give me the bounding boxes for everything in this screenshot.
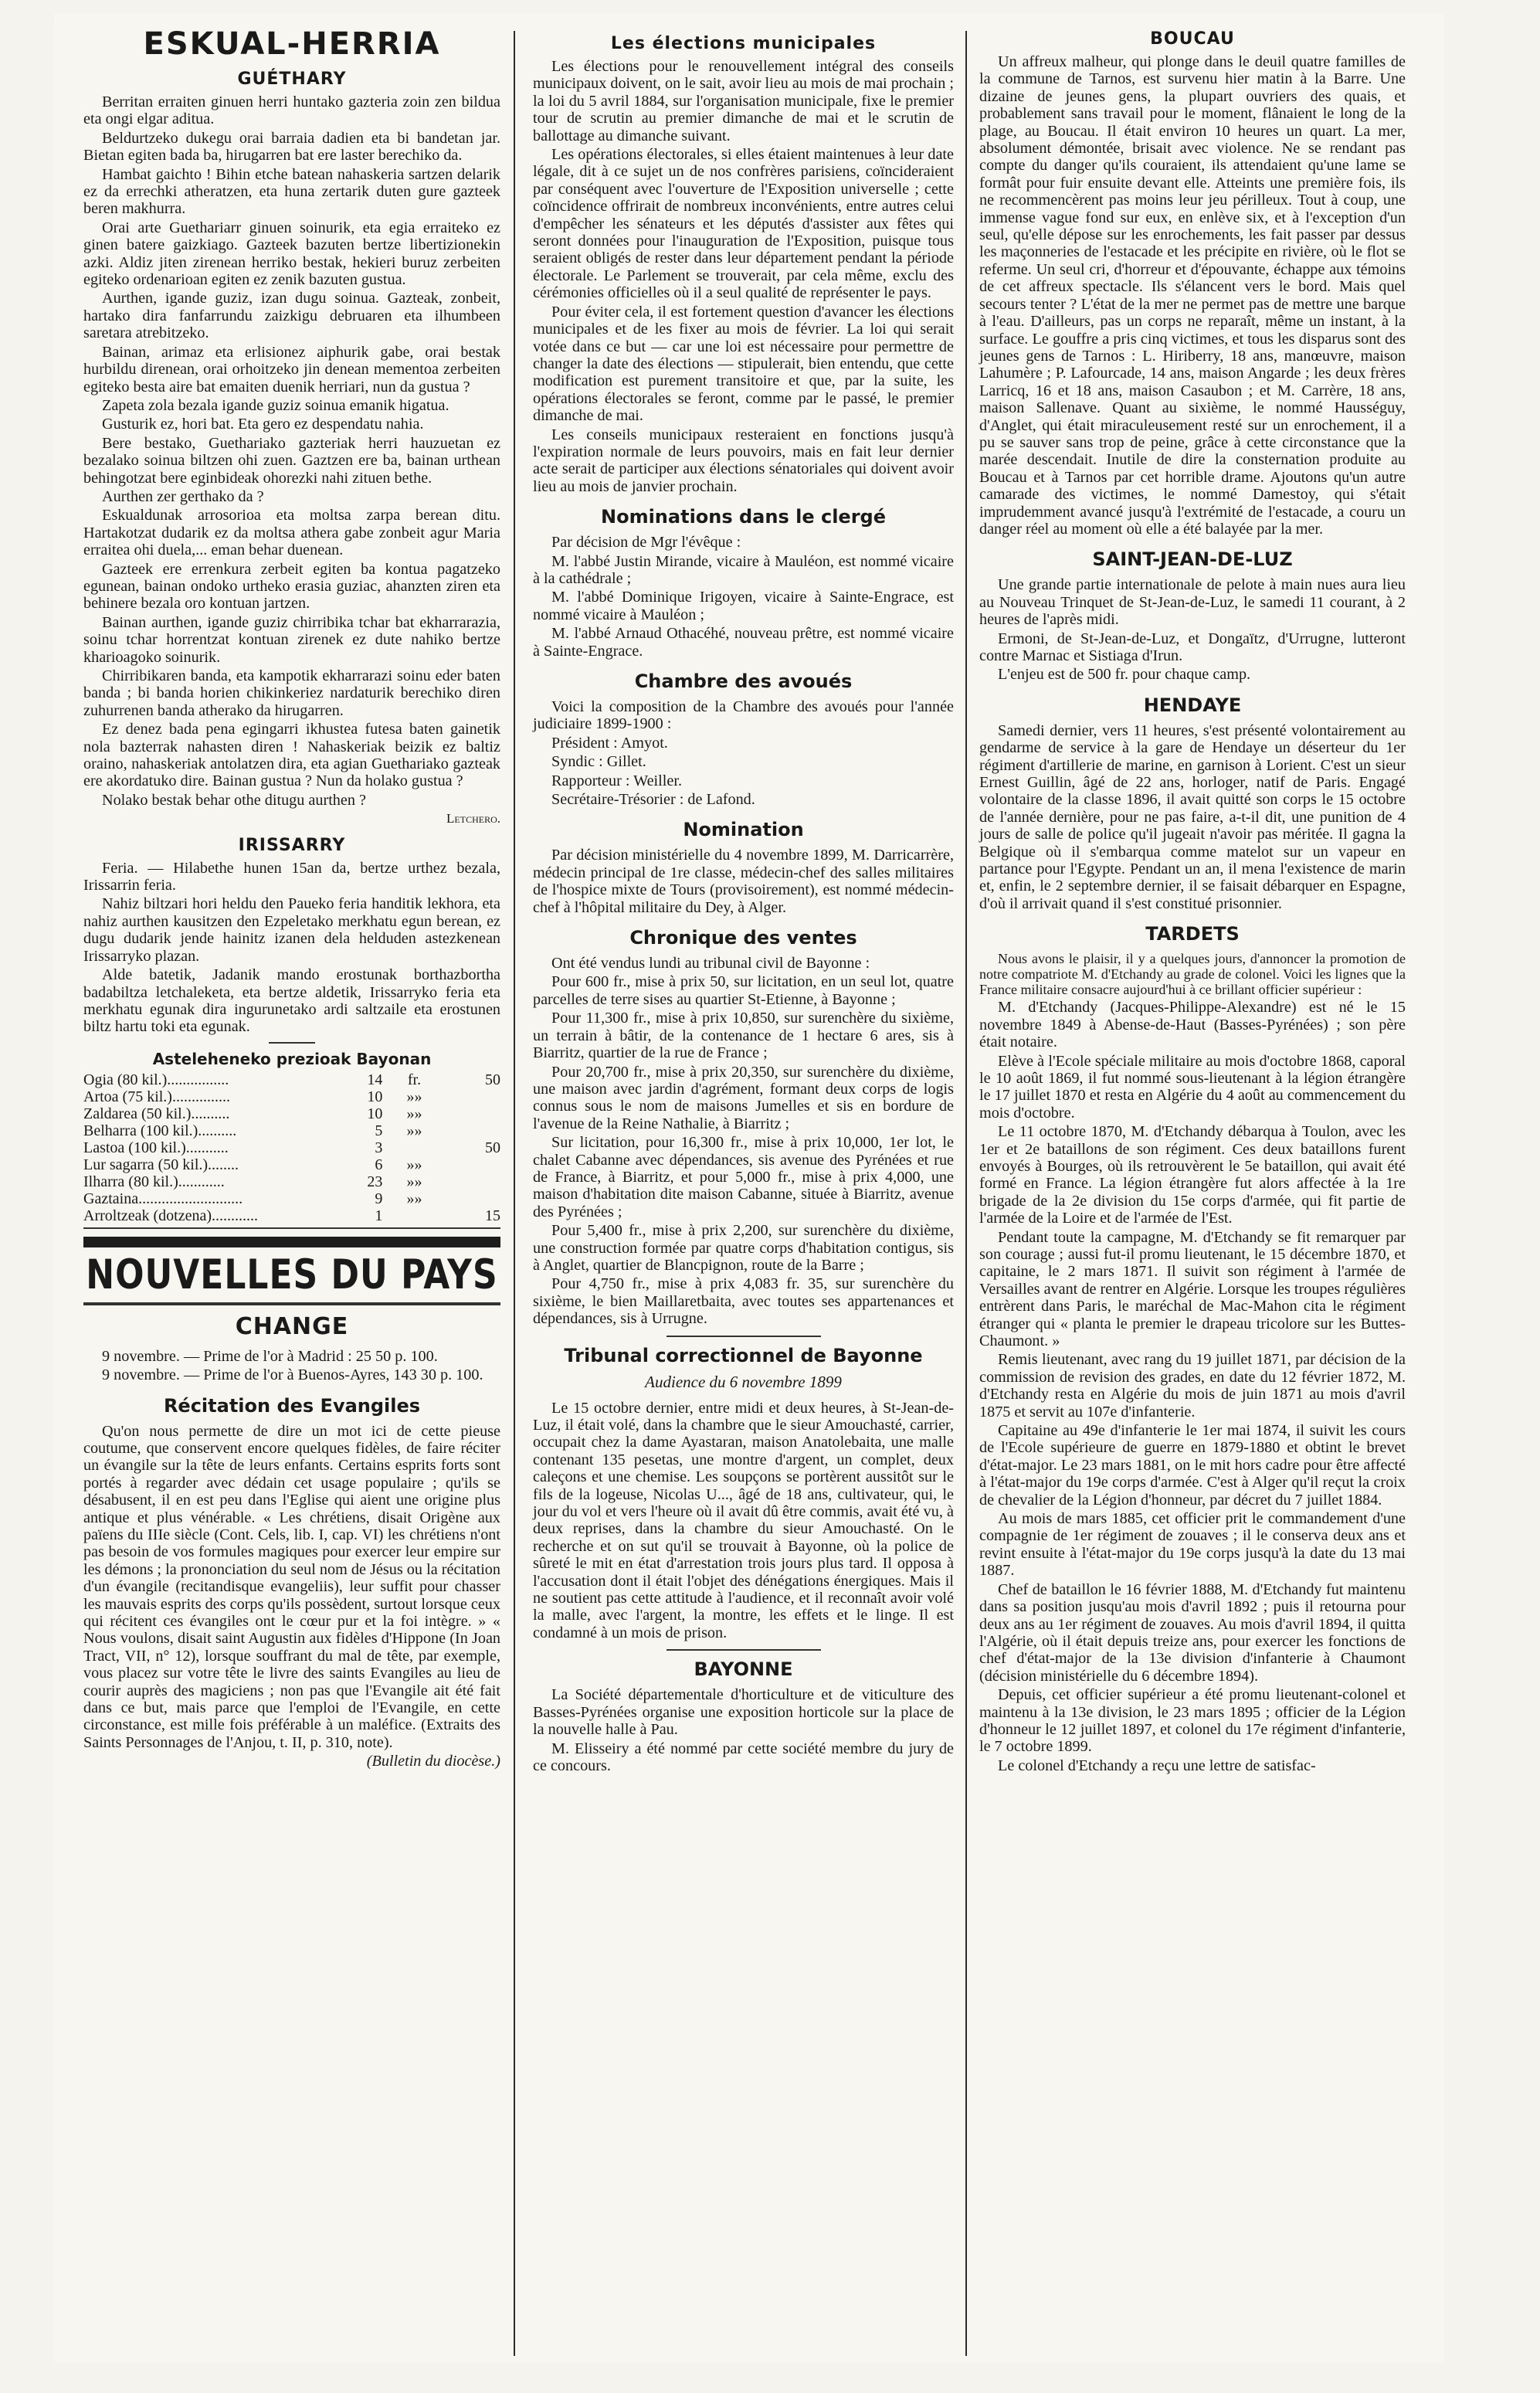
price-cell — [446, 1156, 500, 1173]
paragraph: Pendant toute la campagne, M. d'Etchandy se fit remarquer par son courage ; aussi fut-il promu lieutenant, le 15 décembre 1870, et capitaine, le 2 mars 1871. Il suivit son régiment à l'armée de Versailles avant de rentrer en Algérie. Lorsque les troupes régulières entrèrent dans Paris, le maréchal de Mac-Mahon cita le régiment étranger qui « planta le premier le drapeau tricolore sur les Buttes-Chaumont. » — [979, 1228, 1406, 1349]
paragraph: Feria. — Hilabethe hunen 15an da, bertze urthez bezala, Irissarrin feria. — [83, 859, 500, 894]
price-table-title: Asteleheneko prezioak Bayonan — [152, 1049, 432, 1068]
paragraph: Une grande partie internationale de pelote à main nues aura lieu au Nouveau Trinquet de St-Jean-de-Luz, le samedi 11 courant, à 2 heures de l'après midi. — [979, 576, 1406, 629]
section-title-nouvelles-du-pays: NOUVELLES DU PAYS — [86, 1251, 498, 1298]
price-row — [83, 1190, 500, 1207]
section-title-saint-jean-de-luz: SAINT-JEAN-DE-LUZ — [1092, 548, 1293, 571]
price-cell: 10 — [367, 1105, 383, 1122]
section-title-elections: Les élections municipales — [610, 34, 877, 53]
paragraph: Pour 20,700 fr., mise à prix 20,350, sur surenchère du dixième, une maison avec jardin d'agrément, formant deux corps de logis connus sous le nom de maisons Jumelles et sis en bordure de l'avenue de la Reine Nathalie, à Biarritz ; — [533, 1063, 954, 1132]
paragraph: Par décision de Mgr l'évêque : — [551, 534, 741, 552]
section-title-ventes: Chronique des ventes — [629, 927, 857, 949]
paragraph: Eskualdunak arrosorioa eta moltsa zarpa berean ditu. Hartakotzat dudarik ez da moltsa athera gabe zonbeit agur Maria erraitea ohi duela,... eman behar duenean. — [83, 507, 500, 559]
paragraph: Nahiz biltzari hori heldu den Paueko feria handitik lekhora, eta nahiz aurthen kausitzen den Ezpeletako merkhatu egun berean, ez dugu dudarik jende hainitz izanen dela helduden astezkenean Irissarryko plazan. — [83, 895, 500, 965]
price-row — [83, 1139, 500, 1156]
paragraph: Remis lieutenant, avec rang du 19 juillet 1871, par décision de la commission de revision des grades, en date du 12 février 1872, M. d'Etchandy resta en Algérie du mois de juin 1871 au mois d'avril 1875 et servit au 107e d'infanterie. — [979, 1351, 1406, 1421]
paragraph: Le 15 octobre dernier, entre midi et deux heures, à St-Jean-de-Luz, il était volé, dans la chambre que le sieur Amouchasté, carrier, occupait chez la dame Ayastaran, maison Anatolebaita, une malle contenant 135 pesetas, une montre d'argent, un complet, deux caleçons et une chemise. Les soupçons se portèrent aussitôt sur le fils de la logeuse, Nicolas U..., âgé de 18 ans, cultivateur, qui, le jour du vol et vers l'heure où il avait dû être commis, avait été vu, à deux reprises, dans la chambre du sieur Amouchasté. On le recherche et on sut qu'il se trouvait à Bayonne, où la police de sûreté le mit en état d'arrestation trois jours plus tard. Il opposa à l'accusation dont il était l'objet des dénégations énergiques. Mais il ne soutient pas cette attitude à l'audience, et il reconnaît avoir volé la malle, avec l'argent, la montre, les effets et le linge. Il est condamné à un mois de prison. — [533, 1399, 954, 1641]
section-title-boucau: BOUCAU — [1150, 29, 1235, 49]
paragraph: M. l'abbé Dominique Irigoyen, vicaire à Sainte-Engrace, est nommé vicaire à Mauléon ; — [533, 589, 954, 623]
paragraph: Les élections pour le renouvellement intégral des conseils municipaux doivent, on le sait, avoir lieu au mois de mai prochain ; la loi du 5 avril 1884, sur l'organisation municipale, fixe le premier tour de scrutin au premier dimanche de mai et le scrutin de ballottage au dimanche suivant. — [533, 58, 954, 144]
thick-divider — [83, 1237, 500, 1247]
price-cell: Lur sagarra (50 kil.)........ — [83, 1156, 239, 1173]
masthead-eskual-herria: ESKUAL-HERRIA — [143, 26, 441, 62]
price-row — [83, 1071, 500, 1088]
column-divider — [965, 31, 967, 2356]
column-2 — [533, 26, 954, 1776]
paragraph: Gazteek ere errenkura zerbeit egiten ba kontua pagatzeko egunean, bainan ondoko urtheko erasia guziac, ahanzten ziren eta behinere bezala oro kontuan jartzen. — [83, 560, 500, 613]
section-title-bayonne: BAYONNE — [694, 1658, 793, 1681]
price-cell: 50 — [485, 1139, 500, 1156]
paragraph: Président : Amyot. — [551, 734, 668, 752]
section-title-irissarry: IRISSARRY — [238, 835, 346, 855]
paragraph: Chef de bataillon le 16 février 1888, M. d'Etchandy fut maintenu dans sa position jusqu'au mois d'avril 1892 ; puis il retourna pour deux ans au 1er régiment de zouaves. Au mois d'avril 1894, il quitta l'Algérie, où il était depuis treize ans, pour exercer les fonctions de chef d'état-major de la 13e division d'infanterie à Chaumont (décision ministérielle du 6 décembre 1894). — [979, 1580, 1406, 1685]
paragraph: Aurthen, igande guziz, izan dugu soinua. Gazteak, zonbeit, hartako dira fanfarrundu zaizkigu debruaren eta ilhumbeen saretara atrebitzeko. — [83, 290, 500, 342]
article-guethary — [83, 93, 500, 828]
paragraph: Voici la composition de la Chambre des avoués pour l'année judiciaire 1899-1900 : — [533, 698, 954, 733]
paragraph: Bainan, arimaz eta erlisionez aiphurik gabe, orai bestak hurbildu direnean, orai orhoitzeko jin denean mementoa zerbeiten egiteko besta aire bat emaiten duenik herriari, nun da gustua ? — [83, 343, 500, 395]
paragraph: Capitaine au 49e d'infanterie le 1er mai 1874, il suivit les cours de l'Ecole supérieure de guerre en 1879-1880 et obtint le brevet d'état-major. Le 23 mars 1881, on le mit hors cadre pour être affecté à l'état-major du 19e corps d'armée. C'est à Alger qu'il reçut la croix de chevalier de la Légion d'honneur, par décret du 7 juillet 1884. — [979, 1422, 1406, 1509]
price-cell: Gaztaina........................... — [83, 1190, 243, 1207]
paragraph: Les conseils municipaux resteraient en fonctions jusqu'à l'expiration normale de leurs pouvoirs, mais en fait leur dernier acte serait de participer aux élections sénatoriales qui doivent avoir lieu au mois de janvier prochain. — [533, 426, 954, 495]
paragraph: Secrétaire-Trésorier : de Lafond. — [551, 791, 755, 809]
divider — [667, 1336, 821, 1337]
price-cell: »» — [406, 1088, 422, 1105]
paragraph: Alde batetik, Jadanik mando erostunak borthazbortha badabiltza letchaleketa, eta bertze aldetik, Irissarryko feria eta merkhatu egunak dira ingurunetako ardi saltzaile eta erostunen biltz hartu toki eta egunak. — [83, 966, 500, 1036]
paragraph: M. l'abbé Arnaud Othacéhé, nouveau prêtre, est nommé vicaire à Sainte-Engrace. — [533, 625, 954, 660]
paragraph: Zapeta zola bezala igande guziz soinua emanik higatua. — [102, 396, 449, 414]
signature: Letchero. — [446, 811, 500, 827]
price-cell: 50 — [485, 1071, 500, 1088]
paragraph: Ermoni, de St-Jean-de-Luz, et Dongaïtz, d'Urrugne, lutteront contre Marnac et Sistiaga d'Irun. — [979, 630, 1406, 664]
paragraph: 9 novembre. — Prime de l'or à Buenos-Ayres, 143 30 p. 100. — [102, 1366, 483, 1384]
paragraph: Samedi dernier, vers 11 heures, s'est présenté volontairement au gendarme de service à la gare de Hendaye un déserteur du 1er régiment d'artillerie de marine, en garnison à Lorient. C'est un sieur Ernest Guillin, âgé de 22 ans, horloger, natif de Paris. Engagé volontaire de la classe 1896, il avait quitté son corps le 15 octobre de l'année dernière, pour ne pas faire, a-t-il dit, une punition de 4 jours de salle de police qu'il jugeait n'avoir pas méritée. Il gagna la Belgique où il s'embarqua comme matelot sur un vapeur en partance pour l'Egypte. Pendant un an, il mena l'existence de marin et, enfin, le 2 septembre dernier, il se faisait débarquer en Espagne, d'où il arrivait quand il s'est constitué prisonnier. — [979, 721, 1406, 912]
paragraph: Nolako bestak behar othe ditugu aurthen ? — [102, 791, 366, 809]
price-cell: 5 — [375, 1122, 383, 1139]
article-irissarry — [83, 860, 500, 1036]
paragraph: Berritan erraiten ginuen herri huntako gazteria zoin zen bildua eta ongi elgar aditua. — [83, 93, 500, 128]
section-title-avoues: Chambre des avoués — [634, 670, 853, 692]
price-row — [83, 1088, 500, 1105]
column-1 — [83, 26, 500, 1772]
price-cell: 9 — [375, 1190, 383, 1207]
price-cell: »» — [406, 1122, 422, 1139]
paragraph: Pour éviter cela, il est fortement question d'avancer les élections municipales et de les fixer au mois de février. La loi qui serait votée dans ce but — car une loi est nécessaire pour permettre de changer la date des élections — stipulerait, bien entendu, que cette modification est purement transitoire et que, par la suite, les opérations électorales se feront, comme par le passé, le premier dimanche de mai. — [533, 303, 954, 425]
paragraph: Pour 5,400 fr., mise à prix 2,200, sur surenchère du dixième, une construction formée par quatre corps d'habitation contigus, sis à Anglet, quartier de Blancpignon, route de la Barre ; — [533, 1222, 954, 1274]
price-cell: 14 — [367, 1071, 383, 1088]
paragraph: Syndic : Gillet. — [551, 753, 646, 771]
paragraph: Bainan aurthen, igande guziz chirribika tchar bat ekharrarazia, soinu tchar horrentzat kontuan zirenek ez dute nahiko bertze kharioagoko soinurik. — [83, 613, 500, 666]
divider — [83, 1302, 500, 1305]
price-cell: Arroltzeak (dotzena)............ — [83, 1207, 259, 1224]
paragraph: Le 11 octobre 1870, M. d'Etchandy débarqua à Toulon, avec les 1er et 2e bataillons de son régiment. Ces deux bataillons furent envoyés à Bourges, où ils retrouvèrent le 5e bataillon, qui avait été formé en France. La légion étrangère fut alors affectée à la 1re brigade de la 2e division du 15e corps d'armée, qui fit partie de l'armée de la Loire et de l'armée de l'Est. — [979, 1123, 1406, 1227]
price-cell: fr. — [407, 1071, 422, 1088]
section-title-guethary: GUÉTHARY — [237, 70, 347, 89]
paragraph: La Société départementale d'horticulture et de viticulture des Basses-Pyrénées organise une exposition horticole sur la place de la nouvelle halle à Pau. — [533, 1686, 954, 1739]
price-cell: 23 — [367, 1173, 383, 1190]
price-cell: »» — [406, 1190, 422, 1207]
paragraph: Pour 4,750 fr., mise à prix 4,083 fr. 35, sur surenchère du sixième, le bien Maillaretbaita, avec toutes ses appartenances et dépendances, sis à Urrugne. — [533, 1275, 954, 1328]
paragraph: Ez denez bada pena egingarri ikhustea futesa baten gainetik nola bazterrak nahasten diren ! Nahaskeriak beizik ez baltiz oraino, nahaskeriak antolatzen dira, eta agian Guethariako gazteak ere akordatuko dire. Bainan gustua ? Nun da holako gustua ? — [83, 721, 500, 790]
paragraph: M. d'Etchandy (Jacques-Philippe-Alexandre) est né le 15 novembre 1849 à Abense-de-Haut (Basses-Pyrénées) ; son père était notaire. — [979, 999, 1406, 1051]
section-title-tardets: TARDETS — [1145, 923, 1240, 945]
price-row — [83, 1156, 500, 1173]
source-note: (Bulletin du diocèse.) — [366, 1753, 500, 1770]
paragraph: Beldurtzeko dukegu orai barraia dadien eta bi bandetan jar. Bietan egiten bada ba, hirugarren bat ere laster berechiko da. — [83, 129, 500, 165]
price-row — [83, 1207, 500, 1224]
price-cell: 15 — [485, 1207, 500, 1224]
price-cell: 3 — [375, 1139, 383, 1156]
price-cell — [382, 1207, 446, 1224]
tribunal-date: Audience du 6 novembre 1899 — [645, 1372, 842, 1391]
price-row — [83, 1122, 500, 1139]
section-title-hendaye: HENDAYE — [1143, 694, 1242, 716]
price-cell — [382, 1139, 446, 1156]
price-cell — [446, 1105, 500, 1122]
price-cell: Ogia (80 kil.)................ — [83, 1071, 229, 1088]
paragraph: M. l'abbé Justin Mirande, vicaire à Mauléon, est nommé vicaire à la cathédrale ; — [533, 552, 954, 587]
section-title-recitation: Récitation des Evangiles — [163, 1394, 421, 1417]
paragraph: Rapporteur : Weiller. — [551, 772, 682, 789]
price-cell — [446, 1088, 500, 1105]
paragraph: L'enjeu est de 500 fr. pour chaque camp. — [998, 666, 1251, 684]
paragraph: Gusturik ez, hori bat. Eta gero ez despendatu nahia. — [102, 416, 424, 433]
paragraph: Pour 11,300 fr., mise à prix 10,850, sur surenchère du sixième, un terrain à bâtir, de la contenance de 1 hectare 6 ares, sis à Biarritz, quartier de la rue de France ; — [533, 1010, 954, 1062]
price-cell — [446, 1190, 500, 1207]
price-cell: Belharra (100 kil.).......... — [83, 1122, 237, 1139]
price-cell: 6 — [375, 1156, 383, 1173]
price-cell: Ilharra (80 kil.)............ — [83, 1173, 225, 1190]
paragraph: Par décision ministérielle du 4 novembre 1899, M. Darricarrère, médecin principal de 1re classe, médecin-chef des salles militaires de l'hospice mixte de Tours (provisoirement), est nommé médecin-chef à l'hôpital militaire du Dey, à Alger. — [533, 847, 954, 916]
paragraph: Un affreux malheur, qui plonge dans le deuil quatre familles de la commune de Tarnos, est survenu hier matin à la Barre. Une dizaine de jeunes gens, la plupart ouvriers des quais, et probablement sans travail pour le moment, flânaient le long de la plage, au Boucau. Il était environ 10 heures un quart. La mer, absolument démontée, brisait avec violence. Ne se rendant pas compte du danger qu'ils couraient, ils attendaient qu'une lame se formât pour fuir ensuite devant elle. Atteints une première fois, ils ne recommencèrent pas moins leur jeu périlleux. Tout à coup, une immense vague fond sur eux, en enlève six, et à l'exception d'un seul, qu'elle dépose sur les enrochements, les fait passer par dessus les maçonneries de l'estacade et les précipite en rivière, où le flot se referme. Un seul cri, d'horreur et d'épouvante, échappe aux témoins de cet affreux spectacle. Ils s'élancent vers le bord. Mais quel secours tenter ? L'état de la mer ne permet pas de mettre une barque à l'eau. D'ailleurs, pas un corps ne reparaît, même un instant, à la surface. Le gouffre a pris cinq victimes, et tous les disparus sont des jeunes gens de Tarnos : L. Hiriberry, 18 ans, manœuvre, maison Lahumère ; P. Lafourcade, 14 ans, maison Angarde ; les deux frères Larricq, 16 et 18 ans, maison Casaubon ; et M. Carrère, 18 ans, maison Sallenave. Quant au sixième, le nommé Hausséguy, d'Anglet, qui était miraculeusement resté sur un enrochement, il a pu se sauver sans trop de peine, grâce à cette circonstance que la marée descendait. Inutile de dire la consternation produite au Boucau et à Tarnos par cet horrible drame. Ajoutons qu'un autre camarade des victimes, le nommé Damestoy, qui s'était imprudemment avancé jusqu'à l'extrémité de l'estacade, a couru un danger réel au moment où elle a été balayée par la mer. — [979, 53, 1406, 538]
paragraph: Elève à l'Ecole spéciale militaire au mois d'octobre 1868, caporal le 10 août 1869, il fut nommé sous-lieutenant à la légion étrangère le 17 juillet 1870 et resta en Algérie du 4 août au commencement du mois d'octobre. — [979, 1052, 1406, 1122]
section-title-nomination: Nomination — [683, 819, 804, 841]
divider — [667, 1649, 821, 1651]
paragraph: Sur licitation, pour 16,300 fr., mise à prix 10,000, 1er lot, le chalet Cabanne avec dépendances, sis avenue des Pyrénées et rue de France, à Biarritz, et pour 5,000 fr., mise à prix 4,000, une maison d'habitation dite maison Cabanne, située à Biarritz, avenue des Pyrénées ; — [533, 1134, 954, 1220]
price-cell: Artoa (75 kil.)............... — [83, 1088, 230, 1105]
paragraph: Aurthen zer gerthako da ? — [102, 487, 264, 505]
price-row — [83, 1105, 500, 1122]
paragraph: M. Elisseiry a été nommé par cette société membre du jury de ce concours. — [533, 1740, 954, 1774]
price-cell: »» — [406, 1105, 422, 1122]
price-cell — [446, 1122, 500, 1139]
paragraph: Pour 600 fr., mise à prix 50, sur licitation, en un seul lot, quatre parcelles de terre sises au quartier St-Etienne, à Bayonne ; — [533, 973, 954, 1008]
price-cell: Zaldarea (50 kil.).......... — [83, 1105, 230, 1122]
price-cell — [446, 1173, 500, 1190]
price-table — [83, 1071, 500, 1224]
section-title-clerge: Nominations dans le clergé — [601, 506, 886, 528]
paragraph: Nous avons le plaisir, il y a quelques jours, d'annoncer la promotion de notre compatriote M. d'Etchandy au grade de colonel. Voici les lignes que la France militaire consacre aujourd'hui à ce brillant officier supérieur : — [979, 951, 1406, 998]
price-cell: 10 — [367, 1088, 383, 1105]
paragraph: Qu'on nous permette de dire un mot ici de cette pieuse coutume, que conservent encore quelques fidèles, de faire réciter un évangile sur la tête de leurs enfants. Certains esprits forts sont portés à regarder avec dédain cet usage populaire ; qu'ils se désabusent, il en est peu dans l'Eglise qui aient une origine plus antique et plus vénérable. « Les chrétiens, disait Origène aux païens du IIIe siècle (Cont. Cels, lib. I, cap. VI) les chrétiens n'ont pas besoin de vos formules magiques pour exercer leur empire sur les démons ; la prononciation du seul nom de Jésus ou la récitation d'un évangile (recitandisque evangeliis), leur suffit pour chasser les mauvais esprits des corps qu'ils possèdent, surtout lorsque ceux qui récitent ces évangiles ont le cœur pur et la foi intègre. » « Nous voulons, disait saint Augustin aux fidèles d'Hippone (In Joan Tract, VII, n° 12), lorsque souffrant du mal de tête, par exemple, vous placez sur votre tête le livre des saints Evangiles au lieu de courir auprès des magiciens ; non pas que l'Evangile ait été fait dans ce but, mais parce que l'emploi de l'Evangile, en cette circonstance, est mille fois préférable à un maléfice. (Extraits des Saints Personnages de l'Anjou, t. II, p. 310, note). — [83, 1422, 500, 1751]
paragraph: Hambat gaichto ! Bihin etche batean nahaskeria sartzen delarik ez da errechki atheratzen, eta huna zertarik duten gure gazteek beren makhurra. — [83, 165, 500, 218]
paragraph: Le colonel d'Etchandy a reçu une lettre de satisfac- — [998, 1757, 1316, 1774]
column-divider — [514, 31, 515, 2356]
paragraph: Orai arte Guethariarr ginuen soinurik, eta egia erraiteko ez ginen batere gaizkiago. Gazteek bazuten bertze libertizionekin azki. Aldiz jiten zirenean herriko bestak, hekieri buruz zerbeiten egiteko ordenarioan egiten ez zenik bazuten gustua. — [83, 219, 500, 289]
column-3 — [979, 26, 1406, 1776]
paragraph: Depuis, cet officier supérieur a été promu lieutenant-colonel et maintenu à la 13e division, le 23 mars 1895 ; officier de la Légion d'honneur le 12 juillet 1897, et colonel du 17e régiment d'infanterie, le 7 octobre 1899. — [979, 1686, 1406, 1756]
paragraph: Ont été vendus lundi au tribunal civil de Bayonne : — [551, 955, 870, 972]
divider — [83, 1227, 500, 1229]
paragraph: Bere bestako, Guethariako gazteriak herri hauzuetan ez bezalako soinua biltzen ohi zuen. Gaztzen ere ba, bainan urthean behingotzat bere eginbideak ohorezki nahi zituen bethe. — [83, 434, 500, 487]
price-cell: »» — [406, 1156, 422, 1173]
section-title-change: CHANGE — [235, 1312, 349, 1340]
paragraph: Chirribikaren banda, eta kampotik ekharrarazi soinu eder baten banda ; bi banda horien chikinkeriez nardaturik berechiko diren zuhurrenen banda atherako da hirugarren. — [83, 667, 500, 719]
price-cell: 1 — [375, 1207, 383, 1224]
divider — [269, 1042, 315, 1044]
paragraph: Les opérations électorales, si elles étaient maintenues à leur date légale, dit à ce sujet un de nos confrères parisiens, coïncideraient par conséquent avec l'ouverture de l'Exposition universelle ; cette coïncidence offrirait de nombreux inconvénients, entre autres celui d'empêcher les sénateurs et les députés d'assister aux fêtes qui seront données pour l'inauguration de l'Exposition, puisque tous seraient obligés de rester dans leur département pendant la période électorale. Le Parlement se trouverait, par cela même, exclu des cérémonies officielles où il a seul qualité de représenter le pays. — [533, 146, 954, 302]
price-cell: Lastoa (100 kil.)........... — [83, 1139, 229, 1156]
section-title-tribunal: Tribunal correctionnel de Bayonne — [564, 1344, 923, 1366]
price-cell: »» — [406, 1173, 422, 1190]
paragraph: 9 novembre. — Prime de l'or à Madrid : 25 50 p. 100. — [102, 1347, 438, 1365]
paragraph: Au mois de mars 1885, cet officier prit le commandement d'une compagnie de 1er régiment de zouaves ; il le conserva deux ans et revint ensuite à l'état-major du 19e corps jusqu'à la date du 13 mai 1887. — [979, 1510, 1406, 1580]
price-row — [83, 1173, 500, 1190]
